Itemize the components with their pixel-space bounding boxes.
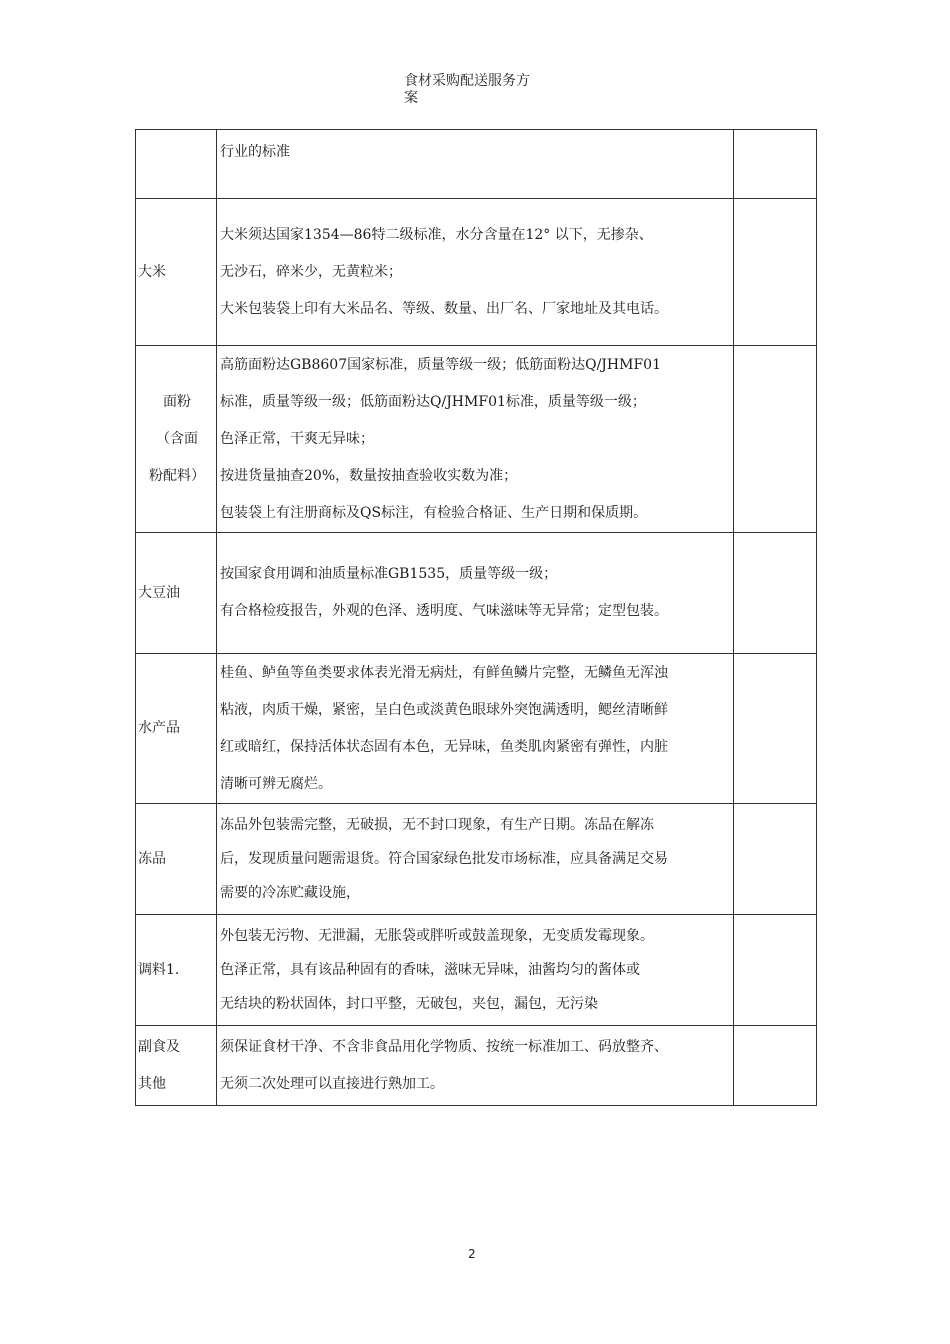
description-cell: [217, 804, 734, 915]
description-line: 须保证食材干净、不含非食品用化学物质、按统一标准加工、码放整齐、: [220, 1038, 668, 1055]
description-line: 无须二次处理可以直接进行熟加工。: [220, 1075, 444, 1092]
category-cell: [136, 533, 217, 654]
category-cell: [136, 804, 217, 915]
description-line: 无沙石，碎米少，无黄粒米；: [220, 263, 402, 280]
category-label: 大米: [138, 263, 166, 280]
category-label: 冻品: [138, 850, 166, 867]
remarks-cell: [734, 533, 817, 654]
description-cell: [217, 199, 734, 346]
description-cell: [217, 915, 734, 1026]
remarks-cell: [734, 1026, 817, 1106]
page-number: 2: [468, 1247, 476, 1261]
category-label: 面粉: [163, 393, 191, 410]
food-standards-table: [135, 129, 817, 1106]
description-line: 外包装无污物、无泄漏，无胀袋或胖听或鼓盖现象，无变质发霉现象。: [220, 928, 654, 944]
category-label: 调料1.: [138, 961, 180, 978]
description-line: 清晰可辨无腐烂。: [220, 775, 332, 792]
description-line: 大米须达国家1354—86特二级标准，水分含量在12° 以下，无掺杂、: [220, 226, 653, 243]
description-line: 后，发现质量问题需退货。符合国家绿色批发市场标准，应具备满足交易: [220, 851, 668, 867]
category-label: 粉配料）: [149, 467, 205, 484]
category-label: 水产品: [138, 720, 180, 736]
description-line: 按国家食用调和油质量标准GB1535，质量等级一级；: [220, 566, 558, 582]
remarks-cell: [734, 346, 817, 533]
description-line: 桂鱼、鲈鱼等鱼类要求体表光滑无病灶，有鲜鱼鳞片完整，无鳞鱼无浑浊: [220, 664, 668, 681]
table-row: [136, 199, 817, 346]
table-row: [136, 130, 817, 199]
category-label: 副食及: [138, 1038, 180, 1055]
remarks-cell: [734, 654, 817, 804]
category-cell: [136, 654, 217, 804]
description-line: 冻品外包装需完整，无破损，无不封口现象，有生产日期。冻品在解冻: [220, 817, 654, 833]
remarks-cell: [734, 804, 817, 915]
category-cell: [136, 130, 217, 199]
description-line: 标准，质量等级一级；低筋面粉达Q/JHMF01标准，质量等级一级；: [220, 393, 646, 410]
description-cell: [217, 1026, 734, 1106]
description-line: 大米包装袋上印有大米品名、等级、数量、出厂名、厂家地址及其电话。: [220, 300, 668, 317]
remarks-cell: [734, 130, 817, 199]
description-line: 行业的标准: [220, 144, 290, 160]
table-row: [136, 915, 817, 1026]
document-header: [404, 73, 564, 107]
description-line: 需要的冷冻贮藏设施，: [220, 885, 360, 901]
table-row: [136, 346, 817, 533]
description-cell: [217, 533, 734, 654]
table-row: [136, 654, 817, 804]
category-cell: [136, 1026, 217, 1106]
category-cell: [136, 199, 217, 346]
header-title-line-2: 案: [404, 90, 418, 106]
table-row: [136, 1026, 817, 1106]
category-label: 其他: [138, 1075, 166, 1092]
remarks-cell: [734, 199, 817, 346]
remarks-cell: [734, 915, 817, 1026]
table-row: [136, 804, 817, 915]
description-cell: [217, 130, 734, 199]
description-line: 色泽正常，具有该品种固有的香味，滋味无异味，油酱均匀的酱体或: [220, 962, 640, 978]
category-cell: [136, 915, 217, 1026]
description-line: 有合格检疫报告，外观的色泽、透明度、气味滋味等无异常；定型包装。: [220, 603, 668, 619]
description-line: 无结块的粉状固体，封口平整，无破包，夹包，漏包，无污染: [220, 996, 598, 1012]
description-cell: [217, 346, 734, 533]
category-label: （含面: [156, 430, 198, 447]
description-line: 红或暗红，保持活体状态固有本色，无异味，鱼类肌肉紧密有弹性，内脏: [220, 738, 668, 755]
description-cell: [217, 654, 734, 804]
description-line: 色泽正常，干爽无异味；: [220, 430, 374, 447]
description-line: 粘液，肉质干燥，紧密，呈白色或淡黄色眼球外突饱满透明，鳃丝清晰鲜: [220, 701, 668, 718]
description-line: 按进货量抽查20%，数量按抽查验收实数为准；: [220, 467, 518, 484]
description-line: 包装袋上有注册商标及QS标注，有检验合格证、生产日期和保质期。: [220, 504, 648, 521]
description-line: 高筋面粉达GB8607国家标准，质量等级一级；低筋面粉达Q/JHMF01: [220, 356, 661, 373]
category-cell: [136, 346, 217, 533]
header-title-line-1: 食材采购配送服务方: [404, 73, 530, 89]
category-label: 大豆油: [138, 584, 180, 601]
table-row: [136, 533, 817, 654]
